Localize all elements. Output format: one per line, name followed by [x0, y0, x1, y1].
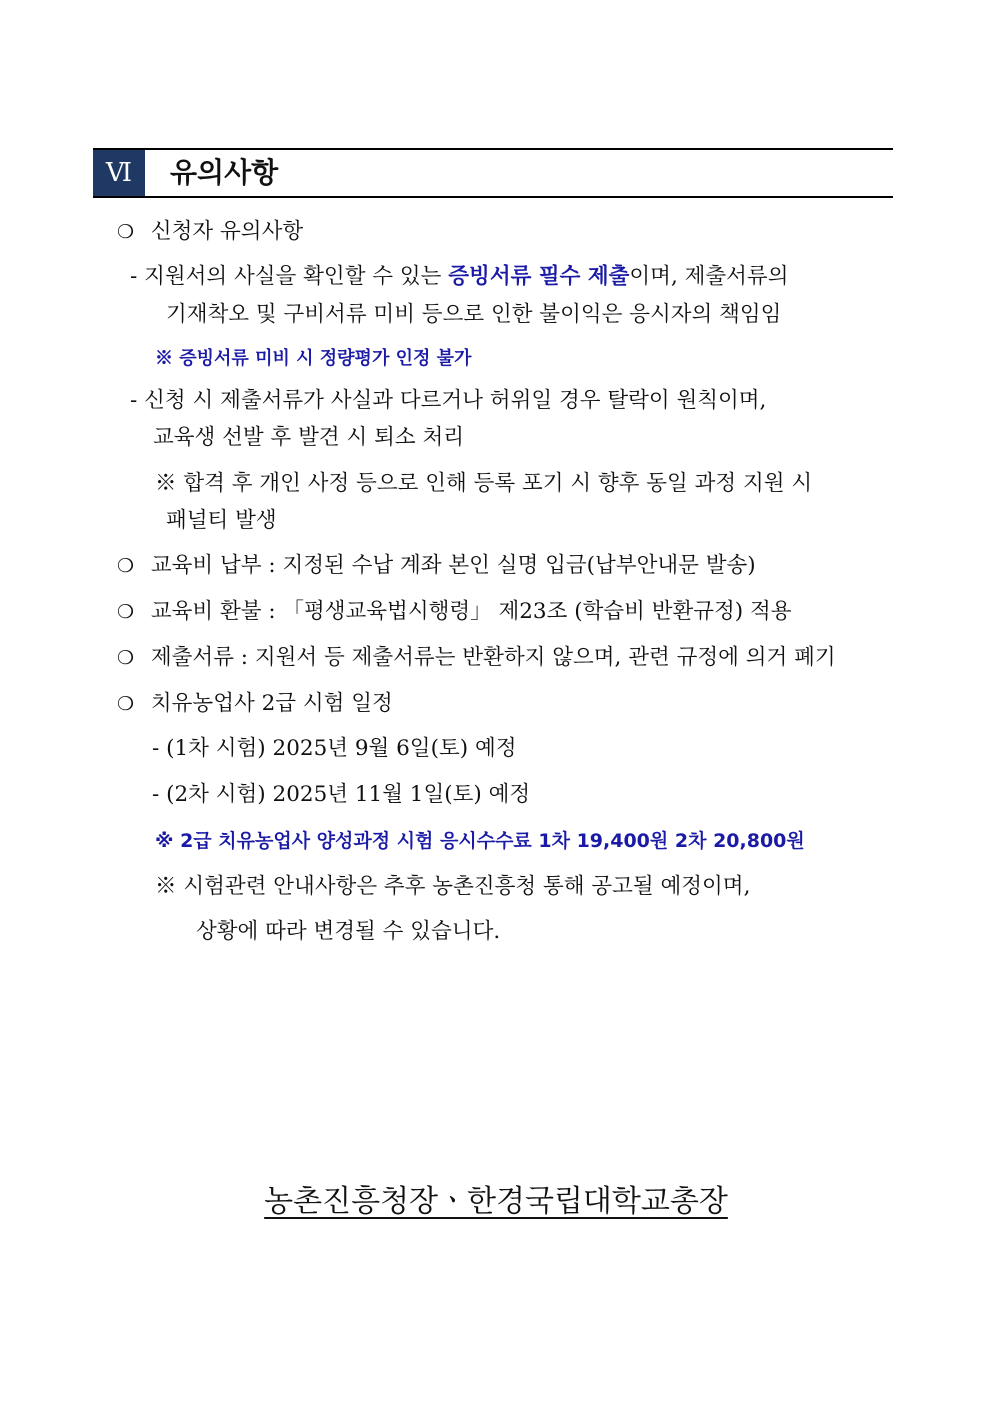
exam-first-round: - (1차 시험) 2025년 9월 6일(토) 예정: [152, 736, 517, 761]
applicant-detail-1-cont: 기재착오 및 구비서류 미비 등으로 인한 불이익은 응시자의 책임임: [166, 302, 782, 327]
note-required-docs: ※ 증빙서류 미비 시 정량평가 인정 불가: [155, 348, 472, 369]
item-heading: 신청자 유의사항: [150, 219, 304, 244]
item-heading: 치유농업사 2급 시험 일정: [150, 691, 393, 716]
section-header-bottom-rule: [93, 196, 893, 198]
note-exam-notice: ※ 시험관련 안내사항은 추후 농촌진흥청 통해 공고될 예정이며,: [155, 874, 751, 899]
note-penalty-cont: 패널티 발생: [166, 508, 277, 533]
item-text: 교육비 환불 : 「평생교육법시행령」 제23조 (학습비 반환규정) 적용: [150, 599, 792, 624]
circle-bullet-icon: ❍: [117, 221, 135, 243]
applicant-detail-2: - 신청 시 제출서류가 사실과 다르거나 허위일 경우 탈락이 원칙이며,: [130, 388, 767, 413]
circle-bullet-icon: ❍: [117, 693, 135, 715]
note-exam-fee: ※ 2급 치유농업사 양성과정 시험 응시수수료 1차 19,400원 2차 20,800원: [155, 830, 805, 852]
detail-text: 이며, 제출서류의: [629, 264, 789, 289]
list-item-documents: [117, 643, 836, 673]
list-item-exam: [117, 689, 393, 719]
circle-bullet-icon: ❍: [117, 647, 135, 669]
highlight-required-docs: 증빙서류 필수 제출: [448, 264, 630, 289]
list-item-refund: [117, 597, 792, 627]
note-exam-notice-cont: 상황에 따라 변경될 수 있습니다.: [196, 919, 501, 944]
detail-text: - 지원서의 사실을 확인할 수 있는: [130, 264, 449, 289]
issuer-names: 농촌진흥청장ㆍ한경국립대학교총장: [264, 1184, 728, 1219]
item-text: 제출서류 : 지원서 등 제출서류는 반환하지 않으며, 관련 규정에 의거 폐기: [150, 645, 836, 670]
section-number-badge: Ⅵ: [93, 150, 145, 196]
list-item-applicant: [117, 217, 303, 247]
applicant-detail-1: [130, 262, 788, 292]
list-item-payment: [117, 551, 756, 581]
item-text: 교육비 납부 : 지정된 수납 계좌 본인 실명 입금(납부안내문 발송): [150, 553, 756, 578]
applicant-detail-2-cont: 교육생 선발 후 발견 시 퇴소 처리: [153, 425, 465, 450]
issuer-footer: [0, 1180, 992, 1224]
circle-bullet-icon: ❍: [117, 555, 135, 577]
exam-second-round: - (2차 시험) 2025년 11월 1일(토) 예정: [152, 782, 531, 807]
section-title: 유의사항: [170, 156, 279, 189]
note-penalty: ※ 합격 후 개인 사정 등으로 인해 등록 포기 시 향후 동일 과정 지원 시: [155, 471, 813, 496]
circle-bullet-icon: ❍: [117, 601, 135, 623]
